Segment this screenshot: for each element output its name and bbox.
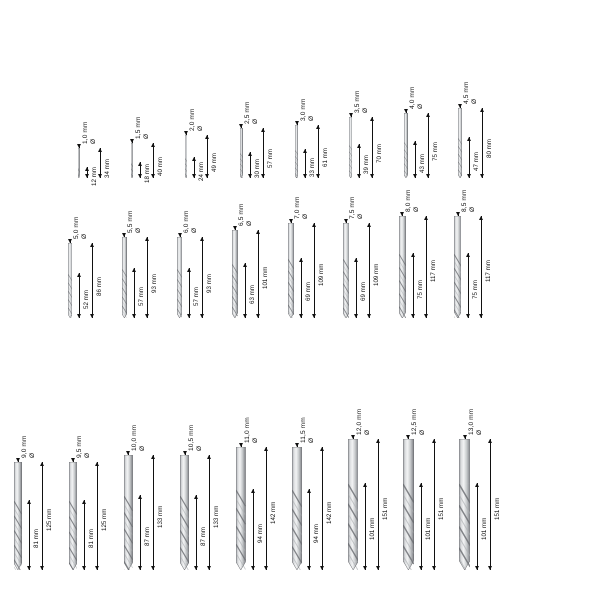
flute-dimension-line [469, 137, 470, 178]
overall-dimension-line [97, 462, 98, 570]
flute-dimension-line [140, 162, 141, 178]
overall-length-label: 80 mm [486, 139, 494, 158]
diameter-value: 8,5 mm [460, 189, 468, 212]
leader-line [460, 105, 461, 108]
flute-length-label: 43 mm [418, 153, 426, 173]
flute-dimension-line [134, 268, 135, 318]
leader-line [408, 436, 409, 439]
leader-line [124, 234, 125, 237]
diameter-symbol: Ø [252, 118, 260, 124]
overall-length-label: 125 mm [45, 508, 53, 531]
overall-length-label: 125 mm [101, 508, 109, 531]
flute-length-label: 75 mm [472, 279, 480, 299]
overall-length-label: 133 mm [156, 505, 164, 528]
diameter-label [238, 203, 254, 226]
overall-length-label: 151 mm [382, 497, 390, 520]
overall-dimension-line [207, 135, 208, 178]
leader-line [180, 234, 181, 237]
flute-dimension-line [365, 483, 366, 570]
flute-length-label: 52 mm [83, 289, 91, 309]
diameter-symbol: Ø [419, 429, 427, 435]
leader-line [185, 452, 186, 455]
overall-dimension-line [209, 455, 210, 570]
overall-length-label: 117 mm [429, 260, 437, 282]
overall-dimension-line [314, 223, 315, 318]
leader-line [458, 213, 459, 216]
flute-dimension-line [477, 483, 478, 570]
overall-length-label: 109 mm [373, 263, 381, 286]
overall-dimension-line [42, 462, 43, 570]
flute-length-label: 87 mm [200, 526, 207, 546]
overall-dimension-line [153, 143, 154, 178]
flute-dimension-line [359, 144, 360, 178]
overall-length-label: 34 mm [103, 159, 111, 178]
flute-length-label: 57 mm [193, 287, 201, 306]
diameter-value: 6,0 mm [182, 210, 190, 233]
diameter-symbol: Ø [308, 437, 316, 443]
diameter-value: 5,5 mm [127, 210, 135, 233]
flute-dimension-line [196, 495, 197, 570]
diameter-label [411, 409, 427, 435]
diameter-value: 10,5 mm [187, 424, 195, 451]
diameter-value: 3,0 mm [299, 98, 307, 121]
leader-line [18, 459, 19, 462]
overall-dimension-line [266, 447, 267, 570]
flute-length-label: 24 mm [198, 161, 206, 181]
diameter-symbol: Ø [135, 227, 143, 233]
flute-length-label: 18 mm [143, 164, 151, 183]
diameter-label [188, 425, 204, 451]
flute-length-label: 81 mm [88, 529, 96, 548]
overall-length-label: 151 mm [494, 497, 502, 520]
leader-line [241, 125, 242, 128]
diameter-label [468, 409, 484, 435]
flute-dimension-line [250, 152, 251, 178]
diameter-symbol: Ø [357, 213, 365, 219]
diameter-symbol: Ø [29, 452, 37, 458]
overall-length-label: 86 mm [96, 276, 104, 296]
diameter-symbol: Ø [471, 98, 479, 104]
diameter-symbol: Ø [90, 138, 98, 144]
overall-length-label: 142 mm [269, 501, 277, 524]
overall-dimension-line [434, 439, 435, 570]
diameter-label [131, 425, 147, 451]
diameter-label [461, 189, 477, 212]
overall-length-label: 61 mm [322, 147, 329, 167]
leader-line [70, 240, 71, 243]
flute-dimension-line [140, 495, 141, 570]
overall-length-label: 57 mm [266, 149, 274, 168]
overall-dimension-line [481, 216, 482, 318]
overall-dimension-line [318, 125, 319, 178]
overall-length-label: 75 mm [431, 141, 439, 161]
leader-line [351, 114, 352, 117]
overall-dimension-line [426, 216, 427, 318]
flute-length-label: 101 mm [481, 517, 489, 540]
flute-dimension-line [84, 500, 85, 570]
overall-length-label: 70 mm [376, 143, 384, 163]
overall-length-label: 93 mm [150, 273, 158, 293]
diameter-symbol: Ø [475, 429, 483, 435]
leader-line [402, 213, 403, 216]
diameter-label [405, 189, 421, 212]
overall-dimension-line [428, 113, 429, 178]
diameter-value: 5,0 mm [73, 216, 81, 239]
leader-line [79, 145, 80, 148]
diameter-label [76, 435, 92, 458]
overall-length-label: 109 mm [318, 263, 325, 286]
diameter-value: 9,5 mm [76, 435, 84, 458]
diameter-value: 13,0 mm [467, 408, 475, 435]
diameter-label [356, 409, 372, 435]
diameter-value: 11,5 mm [299, 417, 307, 443]
overall-dimension-line [322, 447, 323, 570]
overall-length-label: 40 mm [156, 156, 164, 176]
flute-length-label: 94 mm [312, 523, 320, 543]
diameter-label [82, 121, 98, 144]
diameter-label [463, 81, 479, 104]
diameter-symbol: Ø [417, 103, 425, 109]
diameter-value: 12,0 mm [356, 408, 364, 435]
diameter-symbol: Ø [413, 206, 421, 212]
diameter-label [244, 417, 260, 443]
overall-dimension-line [378, 439, 379, 570]
diameter-symbol: Ø [190, 227, 198, 233]
diameter-symbol: Ø [251, 437, 259, 443]
diameter-label [183, 210, 199, 233]
flute-length-label: 101 mm [424, 517, 432, 540]
flute-dimension-line [415, 141, 416, 178]
flute-length-label: 12 mm [90, 166, 98, 186]
overall-dimension-line [482, 108, 483, 178]
diameter-symbol: Ø [143, 133, 151, 139]
overall-dimension-line [92, 243, 93, 318]
overall-dimension-line [490, 439, 491, 570]
diameter-symbol: Ø [246, 220, 254, 226]
flute-dimension-line [356, 258, 357, 318]
diameter-symbol: Ø [84, 452, 92, 458]
diameter-value: 4,5 mm [463, 81, 471, 104]
leader-line [241, 444, 242, 447]
flute-dimension-line [309, 489, 310, 570]
flute-dimension-line [29, 500, 30, 570]
diameter-symbol: Ø [468, 206, 476, 212]
diameter-symbol: Ø [307, 115, 315, 121]
diameter-value: 7,5 mm [349, 196, 357, 219]
diameter-symbol: Ø [139, 445, 147, 451]
flute-dimension-line [79, 273, 80, 318]
diameter-value: 11,0 mm [243, 417, 251, 443]
diameter-label [349, 196, 365, 219]
leader-line [297, 122, 298, 125]
overall-length-label: 117 mm [485, 260, 493, 282]
leader-line [132, 140, 133, 143]
flute-dimension-line [189, 268, 190, 318]
overall-length-label: 101 mm [261, 266, 269, 289]
diameter-label [294, 196, 310, 219]
diameter-symbol: Ø [197, 125, 205, 131]
diameter-symbol: Ø [195, 445, 203, 451]
diameter-label [21, 435, 37, 458]
flute-length-label: 47 mm [473, 151, 481, 171]
diameter-value: 2,5 mm [244, 101, 252, 124]
flute-length-label: 69 mm [305, 282, 312, 301]
flute-length-label: 81 mm [32, 529, 40, 548]
diameter-value: 6,5 mm [237, 203, 245, 226]
flute-length-label: 87 mm [143, 526, 151, 546]
leader-line [346, 220, 347, 223]
diameter-symbol: Ø [364, 429, 372, 435]
diameter-value: 4,0 mm [408, 86, 416, 109]
flute-dimension-line [413, 253, 414, 318]
diameter-label [300, 98, 316, 121]
flute-dimension-line [253, 489, 254, 570]
diameter-value: 8,0 mm [405, 189, 413, 212]
diameter-value: 9,0 mm [20, 435, 28, 458]
leader-line [406, 110, 407, 113]
diameter-value: 3,5 mm [353, 90, 361, 113]
diameter-value: 2,0 mm [189, 108, 197, 131]
leader-line [297, 444, 298, 447]
diameter-label [409, 86, 425, 109]
leader-line [235, 227, 236, 230]
overall-length-label: 93 mm [206, 273, 214, 293]
flute-dimension-line [301, 258, 302, 318]
flute-dimension-line [194, 157, 195, 178]
diameter-label [135, 116, 151, 139]
overall-dimension-line [369, 223, 370, 318]
diameter-value: 7,0 mm [294, 196, 301, 219]
leader-line [353, 436, 354, 439]
overall-dimension-line [258, 230, 259, 318]
flute-length-label: 33 mm [309, 157, 316, 177]
flute-dimension-line [245, 263, 246, 318]
overall-length-label: 49 mm [211, 152, 219, 172]
overall-length-label: 142 mm [325, 501, 333, 524]
diameter-value: 10,0 mm [131, 424, 139, 451]
flute-dimension-line [305, 149, 306, 178]
flute-length-label: 101 mm [369, 517, 377, 540]
diameter-label [189, 108, 205, 131]
flute-length-label: 30 mm [253, 159, 261, 178]
diameter-value: 12,5 mm [411, 408, 419, 435]
diameter-value: 1,5 mm [134, 116, 142, 139]
flute-length-label: 57 mm [137, 287, 145, 306]
overall-dimension-line [372, 117, 373, 178]
leader-line [465, 436, 466, 439]
diameter-symbol: Ø [361, 107, 369, 113]
diameter-label [354, 90, 370, 113]
overall-dimension-line [100, 148, 101, 178]
leader-line [73, 459, 74, 462]
flute-dimension-line [421, 483, 422, 570]
leader-line [186, 132, 187, 135]
flute-length-label: 69 mm [360, 282, 368, 301]
overall-length-label: 151 mm [437, 497, 445, 520]
overall-length-label: 133 mm [213, 505, 220, 528]
diameter-label [244, 101, 260, 124]
overall-dimension-line [147, 237, 148, 318]
diameter-label [127, 210, 143, 233]
flute-dimension-line [87, 167, 88, 178]
diameter-symbol: Ø [302, 213, 310, 219]
diameter-symbol: Ø [81, 233, 89, 239]
flute-length-label: 94 mm [256, 523, 264, 543]
leader-line [128, 452, 129, 455]
overall-dimension-line [202, 237, 203, 318]
flute-length-label: 39 mm [363, 155, 371, 174]
overall-dimension-line [153, 455, 154, 570]
flute-length-label: 63 mm [248, 284, 256, 304]
flute-dimension-line [468, 253, 469, 318]
leader-line [291, 220, 292, 223]
overall-dimension-line [263, 128, 264, 178]
flute-length-label: 75 mm [416, 279, 424, 299]
diameter-label [73, 216, 89, 239]
diameter-label [300, 417, 316, 443]
diameter-value: 1,0 mm [81, 121, 89, 144]
